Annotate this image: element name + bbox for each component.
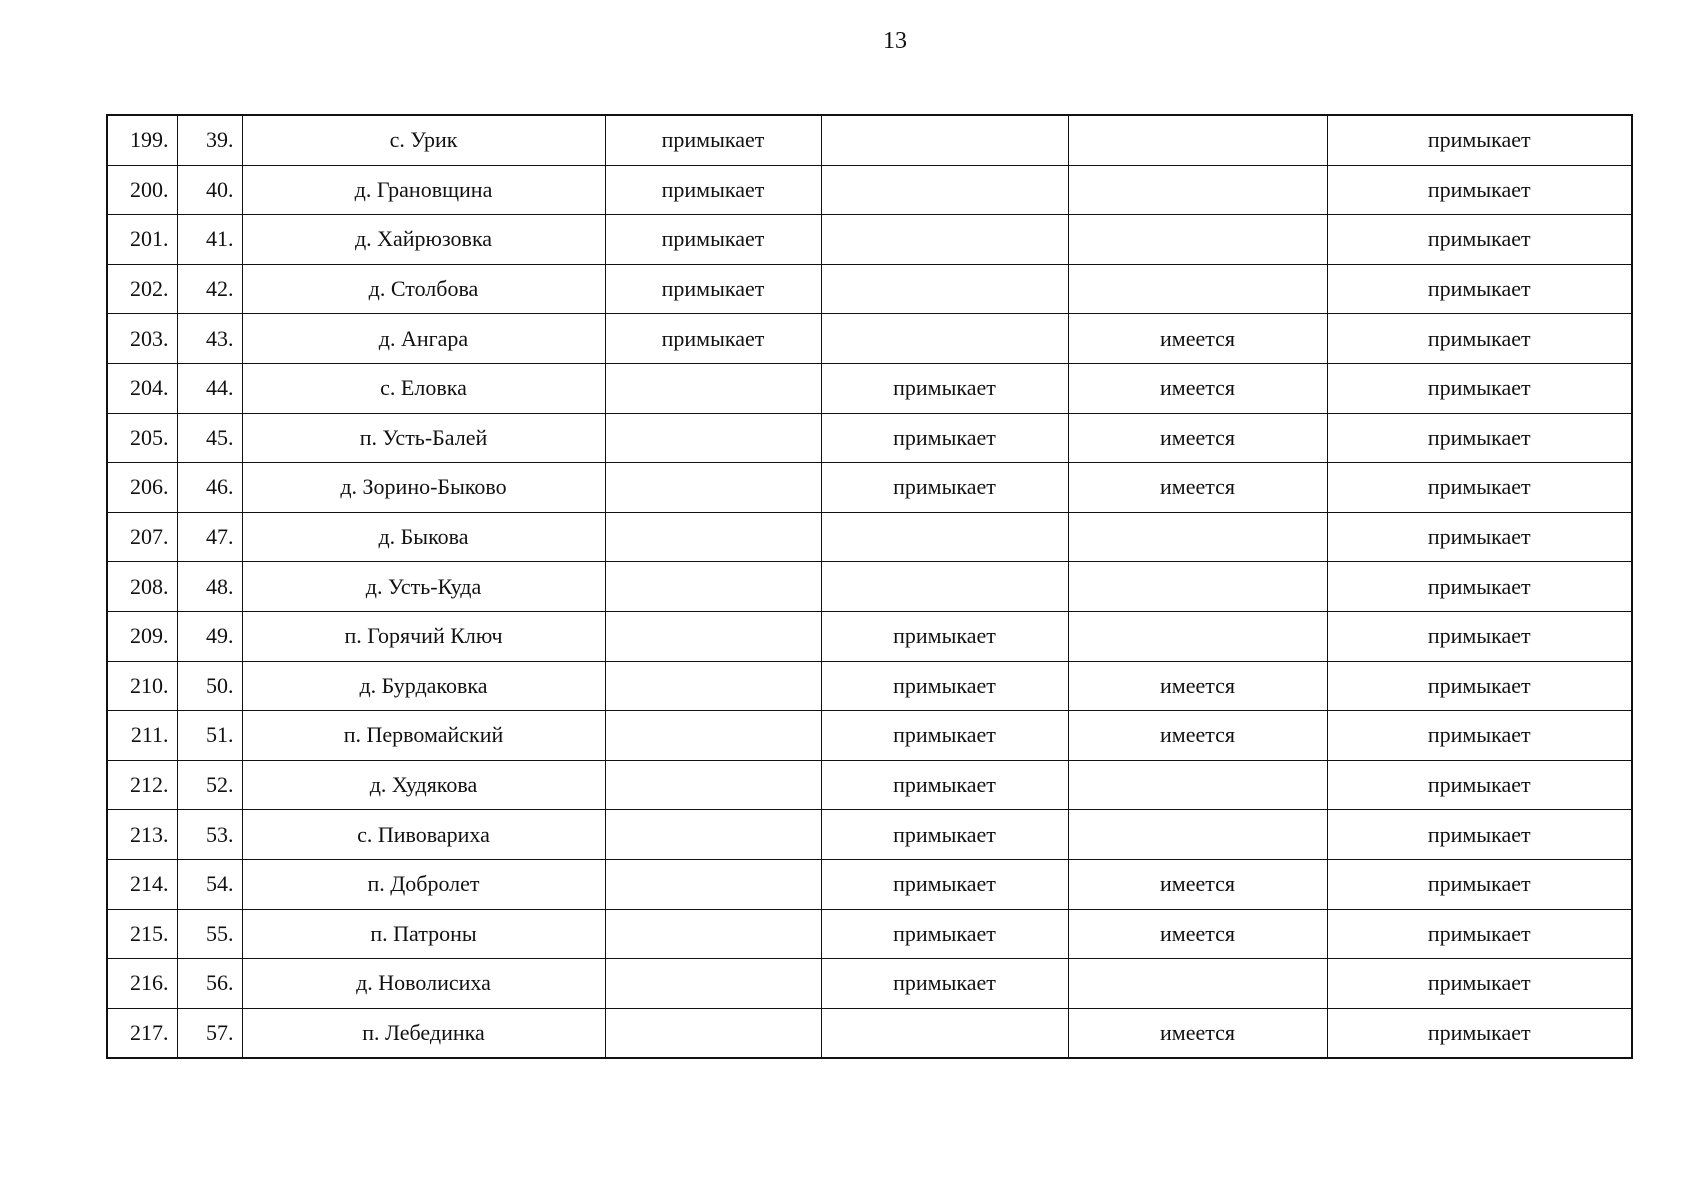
column-4-cell: примыкает: [605, 314, 821, 364]
column-5-cell: примыкает: [821, 909, 1068, 959]
column-4-cell: [605, 363, 821, 413]
settlement-name-cell: п. Усть-Балей: [242, 413, 605, 463]
table-body: [107, 115, 1632, 1058]
table-row: [107, 1008, 1632, 1058]
column-4-cell: [605, 512, 821, 562]
column-7-cell: примыкает: [1327, 115, 1632, 165]
column-7-cell: примыкает: [1327, 413, 1632, 463]
column-7-cell: примыкает: [1327, 810, 1632, 860]
settlement-name-cell: п. Добролет: [242, 859, 605, 909]
row-number-cell: 214.: [107, 859, 177, 909]
column-5-cell: примыкает: [821, 363, 1068, 413]
table-row: [107, 363, 1632, 413]
column-5-cell: [821, 512, 1068, 562]
local-number-cell: 46.: [177, 463, 242, 513]
column-5-cell: [821, 165, 1068, 215]
settlement-name-cell: д. Ангара: [242, 314, 605, 364]
row-number-cell: 216.: [107, 959, 177, 1009]
column-6-cell: имеется: [1068, 413, 1327, 463]
column-7-cell: примыкает: [1327, 215, 1632, 265]
local-number-cell: 49.: [177, 611, 242, 661]
column-4-cell: [605, 611, 821, 661]
local-number-cell: 47.: [177, 512, 242, 562]
settlement-name-cell: д. Бурдаковка: [242, 661, 605, 711]
column-7-cell: примыкает: [1327, 661, 1632, 711]
column-5-cell: [821, 264, 1068, 314]
column-7-cell: примыкает: [1327, 363, 1632, 413]
column-4-cell: [605, 562, 821, 612]
table-row: [107, 810, 1632, 860]
row-number-cell: 204.: [107, 363, 177, 413]
settlement-name-cell: д. Хайрюзовка: [242, 215, 605, 265]
row-number-cell: 211.: [107, 711, 177, 761]
local-number-cell: 45.: [177, 413, 242, 463]
column-6-cell: [1068, 264, 1327, 314]
table-row: [107, 909, 1632, 959]
row-number-cell: 215.: [107, 909, 177, 959]
column-4-cell: [605, 463, 821, 513]
settlements-table: [106, 114, 1633, 1059]
column-5-cell: [821, 1008, 1068, 1058]
column-6-cell: имеется: [1068, 661, 1327, 711]
column-6-cell: имеется: [1068, 711, 1327, 761]
column-5-cell: примыкает: [821, 711, 1068, 761]
column-5-cell: [821, 562, 1068, 612]
column-5-cell: примыкает: [821, 760, 1068, 810]
settlement-name-cell: п. Патроны: [242, 909, 605, 959]
column-7-cell: примыкает: [1327, 264, 1632, 314]
local-number-cell: 55.: [177, 909, 242, 959]
column-4-cell: [605, 859, 821, 909]
settlement-name-cell: д. Зорино-Быково: [242, 463, 605, 513]
table-row: [107, 760, 1632, 810]
column-7-cell: примыкает: [1327, 512, 1632, 562]
column-6-cell: [1068, 512, 1327, 562]
table-row: [107, 611, 1632, 661]
table-row: [107, 661, 1632, 711]
column-5-cell: примыкает: [821, 413, 1068, 463]
table-row: [107, 711, 1632, 761]
column-4-cell: [605, 661, 821, 711]
row-number-cell: 199.: [107, 115, 177, 165]
column-6-cell: имеется: [1068, 859, 1327, 909]
column-6-cell: [1068, 611, 1327, 661]
column-6-cell: имеется: [1068, 463, 1327, 513]
table-row: [107, 314, 1632, 364]
local-number-cell: 40.: [177, 165, 242, 215]
column-7-cell: примыкает: [1327, 760, 1632, 810]
column-5-cell: примыкает: [821, 463, 1068, 513]
row-number-cell: 201.: [107, 215, 177, 265]
column-7-cell: примыкает: [1327, 562, 1632, 612]
settlement-name-cell: д. Столбова: [242, 264, 605, 314]
column-5-cell: [821, 115, 1068, 165]
column-6-cell: имеется: [1068, 1008, 1327, 1058]
column-6-cell: [1068, 215, 1327, 265]
column-5-cell: примыкает: [821, 859, 1068, 909]
row-number-cell: 202.: [107, 264, 177, 314]
table-row: [107, 463, 1632, 513]
settlement-name-cell: д. Быкова: [242, 512, 605, 562]
local-number-cell: 51.: [177, 711, 242, 761]
table-row: [107, 215, 1632, 265]
table-row: [107, 413, 1632, 463]
table-row: [107, 115, 1632, 165]
local-number-cell: 43.: [177, 314, 242, 364]
local-number-cell: 48.: [177, 562, 242, 612]
local-number-cell: 42.: [177, 264, 242, 314]
column-4-cell: примыкает: [605, 115, 821, 165]
settlement-name-cell: д. Усть-Куда: [242, 562, 605, 612]
column-6-cell: [1068, 165, 1327, 215]
local-number-cell: 53.: [177, 810, 242, 860]
column-7-cell: примыкает: [1327, 909, 1632, 959]
column-4-cell: [605, 413, 821, 463]
table-row: [107, 165, 1632, 215]
column-4-cell: примыкает: [605, 165, 821, 215]
column-7-cell: примыкает: [1327, 314, 1632, 364]
row-number-cell: 209.: [107, 611, 177, 661]
table-row: [107, 959, 1632, 1009]
column-7-cell: примыкает: [1327, 165, 1632, 215]
settlement-name-cell: п. Первомайский: [242, 711, 605, 761]
settlement-name-cell: д. Грановщина: [242, 165, 605, 215]
column-6-cell: [1068, 810, 1327, 860]
column-4-cell: [605, 909, 821, 959]
table-row: [107, 264, 1632, 314]
column-4-cell: [605, 760, 821, 810]
column-5-cell: примыкает: [821, 810, 1068, 860]
column-6-cell: [1068, 760, 1327, 810]
column-7-cell: примыкает: [1327, 463, 1632, 513]
row-number-cell: 205.: [107, 413, 177, 463]
settlement-name-cell: д. Новолисиха: [242, 959, 605, 1009]
row-number-cell: 212.: [107, 760, 177, 810]
column-4-cell: примыкает: [605, 215, 821, 265]
local-number-cell: 56.: [177, 959, 242, 1009]
row-number-cell: 206.: [107, 463, 177, 513]
row-number-cell: 213.: [107, 810, 177, 860]
column-5-cell: [821, 215, 1068, 265]
table-row: [107, 512, 1632, 562]
local-number-cell: 57.: [177, 1008, 242, 1058]
column-5-cell: примыкает: [821, 611, 1068, 661]
local-number-cell: 54.: [177, 859, 242, 909]
local-number-cell: 50.: [177, 661, 242, 711]
local-number-cell: 41.: [177, 215, 242, 265]
column-6-cell: [1068, 115, 1327, 165]
column-4-cell: примыкает: [605, 264, 821, 314]
column-7-cell: примыкает: [1327, 959, 1632, 1009]
settlement-name-cell: с. Урик: [242, 115, 605, 165]
column-6-cell: имеется: [1068, 314, 1327, 364]
column-4-cell: [605, 959, 821, 1009]
row-number-cell: 207.: [107, 512, 177, 562]
column-7-cell: примыкает: [1327, 859, 1632, 909]
column-4-cell: [605, 1008, 821, 1058]
column-5-cell: примыкает: [821, 959, 1068, 1009]
column-5-cell: [821, 314, 1068, 364]
row-number-cell: 200.: [107, 165, 177, 215]
column-6-cell: имеется: [1068, 909, 1327, 959]
table-row: [107, 859, 1632, 909]
row-number-cell: 208.: [107, 562, 177, 612]
settlement-name-cell: с. Еловка: [242, 363, 605, 413]
column-7-cell: примыкает: [1327, 711, 1632, 761]
column-7-cell: примыкает: [1327, 1008, 1632, 1058]
table-row: [107, 562, 1632, 612]
column-7-cell: примыкает: [1327, 611, 1632, 661]
settlement-name-cell: п. Лебединка: [242, 1008, 605, 1058]
column-4-cell: [605, 810, 821, 860]
column-6-cell: имеется: [1068, 363, 1327, 413]
local-number-cell: 39.: [177, 115, 242, 165]
row-number-cell: 203.: [107, 314, 177, 364]
settlements-table-wrap: [106, 114, 1633, 1059]
settlement-name-cell: д. Худякова: [242, 760, 605, 810]
column-5-cell: примыкает: [821, 661, 1068, 711]
row-number-cell: 210.: [107, 661, 177, 711]
row-number-cell: 217.: [107, 1008, 177, 1058]
column-6-cell: [1068, 562, 1327, 612]
column-6-cell: [1068, 959, 1327, 1009]
local-number-cell: 52.: [177, 760, 242, 810]
settlement-name-cell: п. Горячий Ключ: [242, 611, 605, 661]
settlement-name-cell: с. Пивовариха: [242, 810, 605, 860]
column-4-cell: [605, 711, 821, 761]
page-number: 13: [883, 28, 907, 54]
local-number-cell: 44.: [177, 363, 242, 413]
